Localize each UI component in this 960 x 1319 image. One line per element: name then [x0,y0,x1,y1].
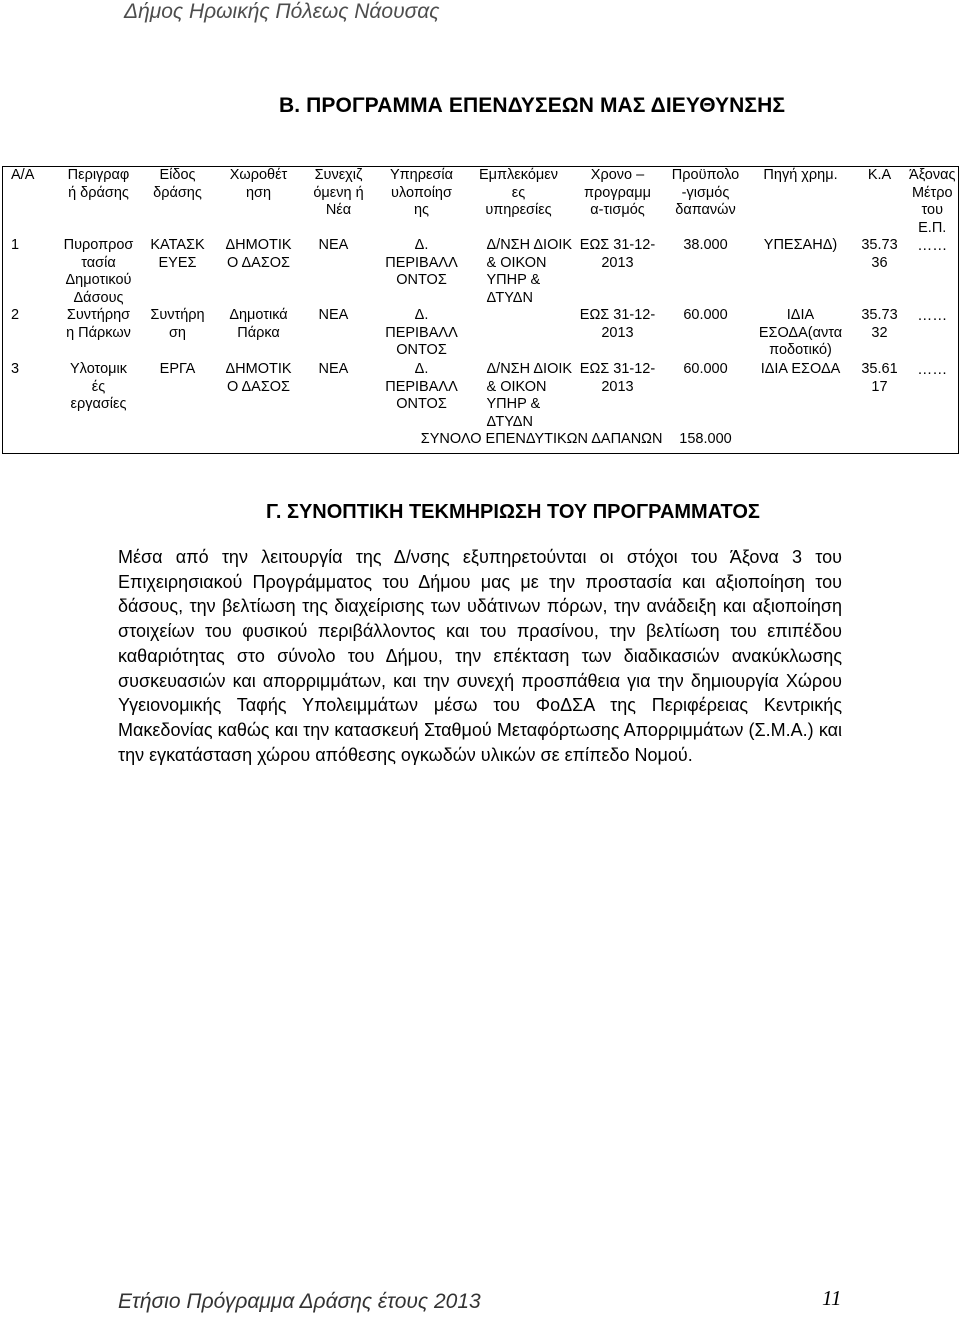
table-row [3,307,959,361]
cell-aa: 1 [11,237,20,253]
cell-location: Δημοτικά Πάρκα [229,307,288,341]
cell-location: ΔΗΜΟΤΙΚ Ο ΔΑΣΟΣ [225,237,292,271]
cell-ka: 35.61 17 [861,361,898,395]
cell-axis: …… [917,237,948,254]
cell-type: ΕΡΓΑ [159,361,196,377]
col-header-budget: Προϋπολο -γισμός δαπανών [671,167,740,218]
investment-program-table [2,166,959,454]
cell-axis: …… [917,307,948,324]
col-header-aa: Α/Α [11,167,35,183]
cell-budget: 38.000 [683,237,728,253]
col-header-service: Υπηρεσία υλοποίησ ης [389,167,453,218]
running-header-title: Δήμος Ηρωικής Πόλεως Νάουσας [124,0,440,23]
cell-ka: 35.73 36 [861,237,898,271]
cell-description: Πυροπροσ τασία Δημοτικού Δάσους [63,237,134,306]
cell-aa: 2 [11,307,20,323]
cell-location: ΔΗΜΟΤΙΚ Ο ΔΑΣΟΣ [225,361,292,395]
page-number: 11 [822,1286,842,1310]
cell-schedule: ΕΩΣ 31-12- 2013 [579,237,656,271]
cell-type: ΚΑΤΑΣΚ ΕΥΕΣ [150,237,205,271]
cell-continuing: ΝΕΑ [318,237,349,253]
col-header-schedule: Χρονο – προγραμμ α-τισμός [584,167,651,218]
total-value: 158.000 [679,431,732,447]
cell-schedule: ΕΩΣ 31-12- 2013 [579,307,656,341]
justification-paragraph: Μέσα από την λειτουργία της Δ/νσης εξυπηρετούνται οι στόχοι του Άξονα 3 του Επιχειρησιακού Προγράμματος του Δήμου μας με την προστασία και αξιοποίηση του δάσους, την βελτίωση της διαχείρισης των υδάτινων πόρων, την ανάδειξη και αξιοποίηση στοιχείων του φυσικού περιβάλλοντος και του πρασίνου, την βελτίωση του επιπέδου καθαριότητας στο σύνολο του Δήμου, την επέκταση των διαδικασιών ανακύκλωσης συσκευασιών και απορριμμάτων, και την συνεχή προσπάθεια για την δημιουργία Χώρου Υγειονομικής Ταφής Υπολειμμάτων μέσω του ΦοΔΣΑ της Περιφέρειας Κεντρικής Μακεδονίας καθώς και την κατασκευή Σταθμού Μεταφόρτωσης Απορριμμάτων (Σ.Μ.Α.) και την εγκατάσταση χώρου απόθεσης ογκωδών υλικών σε επίπεδο Νομού. [118,547,842,765]
cell-involved: Δ/ΝΣΗ ΔΙΟΙΚ & ΟΙΚΟΝ ΥΠΗΡ & ΔΤΥΔΝ [486,237,573,306]
cell-involved [465,307,573,361]
cell-schedule: ΕΩΣ 31-12- 2013 [579,361,656,395]
cell-source: ΙΔΙΑ ΕΣΟΔΑ [760,361,841,377]
cell-ka: 35.73 32 [861,307,898,341]
cell-budget: 60.000 [683,361,728,377]
col-header-continuing: Συνεχιζ όμενη ή Νέα [313,167,364,218]
col-header-location: Χωροθέτ ηση [229,167,288,201]
table-header-row [3,167,959,238]
cell-type: Συντήρη ση [150,307,205,341]
total-label: ΣΥΝΟΛΟ ΕΠΕΝΔΥΤΙΚΩΝ ΔΑΠΑΝΩΝ [420,431,663,447]
col-header-involved: Εμπλεκόμεν ες υπηρεσίες [479,167,558,218]
col-header-ka: Κ.Α [867,167,892,183]
cell-involved: Δ/ΝΣΗ ΔΙΟΙΚ & ΟΙΚΟΝ ΥΠΗΡ & ΔΤΥΔΝ [486,361,573,430]
table-row [3,361,959,431]
cell-continuing: ΝΕΑ [318,307,349,323]
cell-description: Συντήρησ η Πάρκων [66,307,131,341]
cell-service: Δ. ΠΕΡΙΒΑΛΛ ΟΝΤΟΣ [385,307,458,358]
cell-service: Δ. ΠΕΡΙΒΑΛΛ ΟΝΤΟΣ [385,237,458,288]
cell-aa: 3 [11,361,20,377]
section-g-title: Γ. ΣΥΝΟΠΤΙΚΗ ΤΕΚΜΗΡΙΩΣΗ ΤΟΥ ΠΡΟΓΡΑΜΜΑΤΟΣ [266,501,760,523]
cell-axis: …… [917,361,948,378]
cell-service: Δ. ΠΕΡΙΒΑΛΛ ΟΝΤΟΣ [385,361,458,412]
cell-description: Υλοτομικ ές εργασίες [70,361,127,412]
cell-source: ΙΔΙΑ ΕΣΟΔΑ(αντα ποδοτικό) [758,307,843,358]
cell-budget: 60.000 [683,307,728,323]
footer-doc-title: Ετήσιο Πρόγραμμα Δράσης έτους 2013 [118,1290,481,1313]
total-row [3,431,959,453]
col-header-type: Είδος δράσης [153,167,202,201]
col-header-description: Περιγραφ ή δράσης [67,167,130,201]
col-header-source: Πηγή χρημ. [763,167,838,183]
col-header-axis: Άξονας Μέτρο του Ε.Π. [909,167,956,236]
table-row [3,237,959,307]
section-b-title: Β. ΠΡΟΓΡΑΜΜΑ ΕΠΕΝΔΥΣΕΩΝ ΜΑΣ ΔΙΕΥΘΥΝΣΗΣ [279,94,786,117]
cell-continuing: ΝΕΑ [318,361,349,377]
cell-source: ΥΠΕΣΑΗΔ) [763,237,838,253]
